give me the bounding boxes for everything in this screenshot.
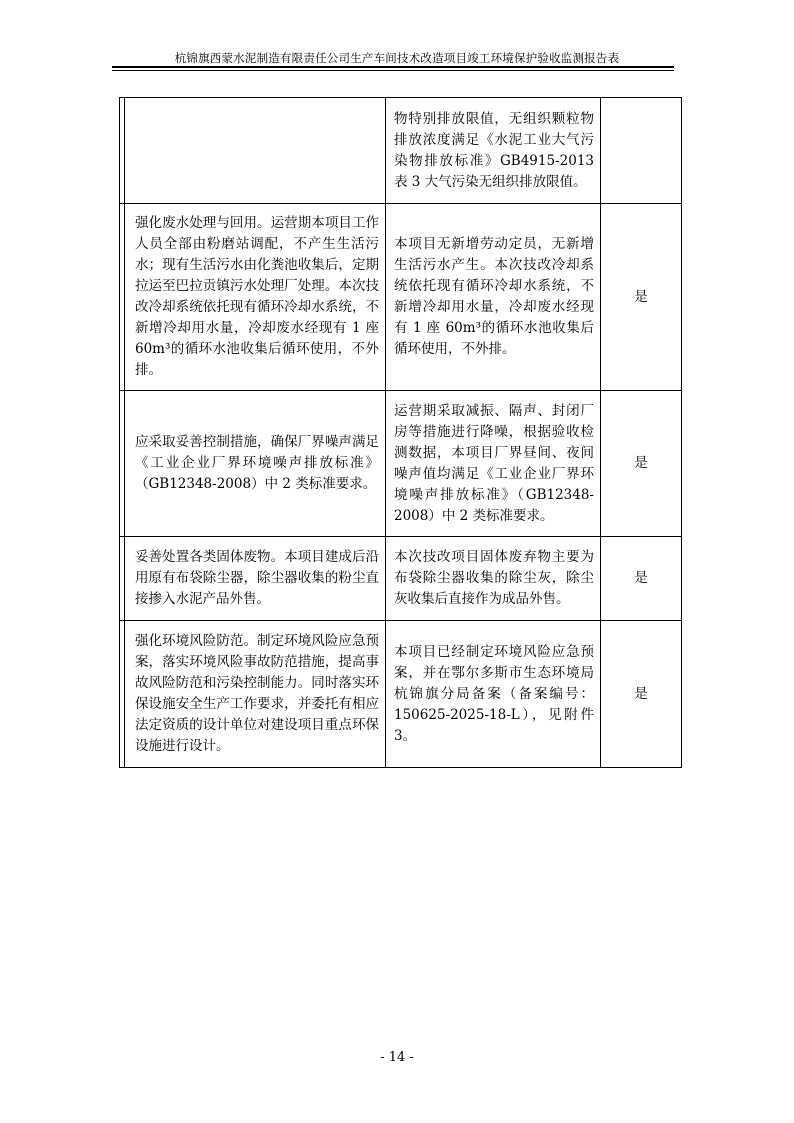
implementation-cell: 本次技改项目固体废弃物主要为布袋除尘器收集的除尘灰，除尘灰收集后直接作为成品外售。	[386, 537, 601, 621]
result-cell: 是	[601, 391, 682, 537]
acceptance-table	[119, 97, 682, 768]
implementation-cell: 物特别排放限值，无组织颗粒物排放浓度满足《水泥工业大气污染物排放标准》GB4915-2013 表 3 大气污染无组织排放限值。	[386, 98, 601, 204]
implementation-cell: 本项目无新增劳动定员，无新增生活污水产生。本次技改冷却系统依托现有循环冷却水系统，不新增冷却用水量，冷却废水经现有 1 座 60m³的循环水池收集后循环使用，不外排。	[386, 204, 601, 391]
result-cell: 是	[601, 537, 682, 621]
table-row	[120, 204, 682, 391]
table-row	[120, 621, 682, 768]
result-cell: 是	[601, 621, 682, 768]
document-header: 杭锦旗西蒙水泥制造有限责任公司生产车间技术改造项目竣工环境保护验收监测报告表	[174, 51, 620, 65]
table-row	[120, 391, 682, 537]
requirement-cell	[125, 98, 386, 204]
requirement-cell: 应采取妥善控制措施，确保厂界噪声满足《工业企业厂界环境噪声排放标准》（GB12348-2008）中 2 类标准要求。	[125, 391, 386, 537]
requirement-cell: 强化环境风险防范。制定环境风险应急预案，落实环境风险事故防范措施，提高事故风险防范和污染控制能力。同时落实环保设施安全生产工作要求，并委托有相应法定资质的设计单位对建设项目重点环保设施进行设计。	[125, 621, 386, 768]
result-cell: 是	[601, 204, 682, 391]
requirement-cell: 妥善处置各类固体废物。本项目建成后沿用原有布袋除尘器，除尘器收集的粉尘直接掺入水泥产品外售。	[125, 537, 386, 621]
header-rule-thin	[112, 70, 674, 71]
table-row	[120, 537, 682, 621]
header-rule-thick	[112, 66, 674, 68]
requirement-cell: 强化废水处理与回用。运营期本项目工作人员全部由粉磨站调配，不产生生活污水；现有生活污水由化粪池收集后，定期拉运至巴拉贡镇污水处理厂处理。本次技改冷却系统依托现有循环冷却水系统，不新增冷却用水量，冷却废水经现有 1 座 60m³的循环水池收集后循环使用，不外排。	[125, 204, 386, 391]
implementation-cell: 运营期采取减振、隔声、封闭厂房等措施进行降噪，根据验收检测数据，本项目厂界昼间、夜间噪声值均满足《工业企业厂界环境噪声排放标准》（GB12348-2008）中 2 类标准要求。	[386, 391, 601, 537]
result-cell	[601, 98, 682, 204]
table-row	[120, 98, 682, 204]
implementation-cell: 本项目已经制定环境风险应急预案，并在鄂尔多斯市生态环境局杭锦旗分局备案（备案编号：150625-2025-18-L），见附件 3。	[386, 621, 601, 768]
page-number: - 14 -	[380, 1050, 414, 1065]
